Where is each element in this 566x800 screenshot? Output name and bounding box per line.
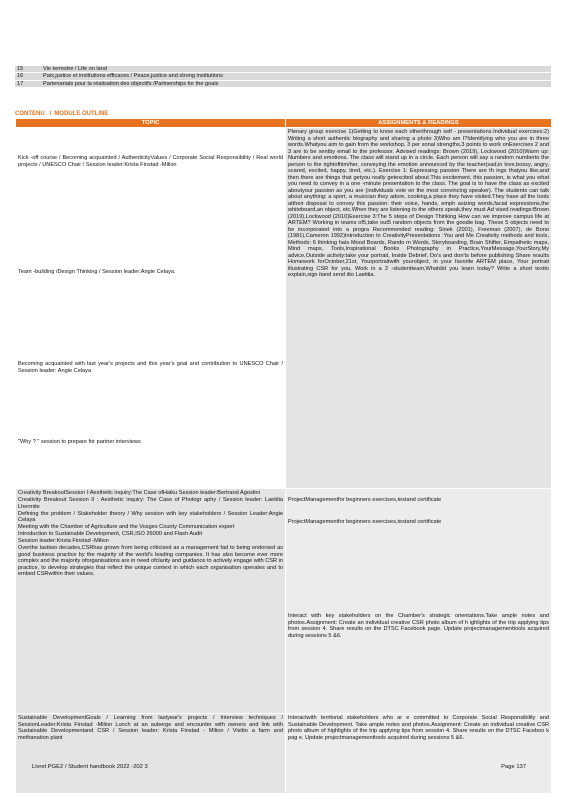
table-row <box>16 128 552 489</box>
assignment-chamber: Interact with key stakeholders on the Chamber's strategic orientations.Take ample notes and photos.Assignment: Create an individual creative CSR photo album of h ighlights of the trip applying tips from session 4. Share results on the DTSC Facebook page. Update projectmanagementtools acquired during sessions 5 &6. <box>288 613 549 639</box>
topic-cell <box>16 489 286 714</box>
section-title-en: MODULE OUTLINE <box>54 111 109 117</box>
table-row <box>16 489 552 714</box>
assignment-pm-1: ProjectManagementfor beginners exercises,testand certificate <box>288 497 442 503</box>
sdg-label: Paix,justice et institutions efficaces / Peace,justice and strong institutions <box>41 73 551 80</box>
topic-csr-description: Overthe lasttwo decades,CSRhas grown from being criticised as a management fad to being endorsed as good business practice by the majority of the world's leading companies. It has also become ever more complex and the majority oforganisations are in need ofclarity and guidance to actively engage with CSR in practice, to develop strategies that reflect the unique context in which each organisation operates and to embed CSRwithin their values. <box>18 545 283 577</box>
topic-haiku: Creativity BreakoutSession I:Aesthetic inquiry:The Case ofHaiku Session leader:Bertrand Agostini <box>18 490 260 496</box>
section-separator: / <box>49 111 52 117</box>
footer-page-number: Page 137 <box>501 764 526 770</box>
topic-session-leader: Session leader:Krista Finstad -Milion <box>18 538 109 544</box>
module-outline-table <box>15 118 552 794</box>
table-header-row <box>16 119 552 128</box>
assignment-cell <box>286 128 552 489</box>
sdg-row <box>15 66 551 73</box>
page-footer <box>32 764 526 770</box>
sdg-number: 15 <box>15 66 41 73</box>
topic-team-building: Team -building /Design Thinking / Session leader:Angie Celaya. <box>18 269 176 275</box>
topic-csr-intro: Introduction to Sustainable Development, CSR,ISO 26000 and Flash Audit <box>18 531 203 537</box>
topic-sdg: Sustainable DevelopmentGoals / Learning from lastyear's projects / Interview techniques / SessionLeader:Krista Finstad -Milion Lunch at an auberge and encounter with owners and link with Sustainable Developmentand CSR / Session leader: Krista Finstad - Milion / Visitto a farm and methanation plant <box>18 715 283 741</box>
topic-previous-projects: Becoming acquainted with last year's projects and this year's goal and contribution to UNESCO Chair / Session leader: Angie Celaya <box>18 361 283 374</box>
sdg-number: 16 <box>15 73 41 80</box>
sdg-label: Partenariats pour la réalisation des objectifs /Partnerships for the goals <box>41 80 551 87</box>
assignments-header: ASSIGNMENTS & READINGS <box>286 119 552 128</box>
section-title <box>15 111 108 117</box>
sdg-row <box>15 80 551 87</box>
topic-cell <box>16 714 286 794</box>
section-title-fr: CONTENU <box>15 111 45 117</box>
topic-cell <box>16 128 286 489</box>
assignment-cell <box>286 489 552 714</box>
topic-why-session: "Why ? " session to prepare for partner interviews <box>18 439 141 445</box>
topic-kickoff: Kick -off course / Becoming acquainted / AuthenticityValues / Corporate Social Responsibility / Real world projects / UNESCO Chair / Session leader:Krista Finstad -Milion <box>18 155 283 168</box>
footer-handbook: Livret PGE2 / Student handbook 2022 -202 3 <box>32 764 148 770</box>
topic-chamber-meeting: Meeting with the Chamber of Agriculture and the Vosges County Communication expert <box>18 524 235 530</box>
topic-photography: Creativity Breakout Session II : Aesthetic inquiry: The Case of Photogr aphy / Session leader: Laetitia Lhermite <box>18 497 283 510</box>
table-row <box>16 714 552 794</box>
topic-header: TOPIC <box>16 119 286 128</box>
assignment-territorial: Interactwith territorial stakeholders who ar e committed to Corporate Social Responsibility and Sustainable Development. Take ample notes and photos.Assignment: Create an individual creative CSR photo album of highlights of the trip applying tips from session 4. Share results on the DTSC Faceboo k pag e. Update projectmanagementtools acquired during sessions 5 &6. <box>288 715 549 741</box>
sdg-table <box>15 66 551 88</box>
assignment-text: Plenary group exercise 1)Getting to know each otherthrough self - presentations.Individual exercises:2) Writing a short authentic biography and sharing a photo 3)Who am I?Identifying who you are in three words.Whatyou aim to gain from the workshop, 3 per sonal strengths,3 points to work onExercises 2 and 3 are to be sentby email to the professor. Advised readings: Brown (2019), Lockwood (2010)Warm up: Numbers and emotions. The class will stand up in a circle. Each person will say a random numberto the person to the rightofhim/her, conveying the emotion announced by the teacher(sad,in love,bossy, angry, scared, excited, happy, tired, etc.). Exercise 1: Expressing passion There are th ings thatyou like,and then there are things that getyou really getexcited about.This excitement, this passion, is what you what you need to convey in a one -minute presentation to the class. The goal is to have the class as excited aboutyour passion as you are (individuals vote on the most convincing speaker). The students can talk about anything: a sport, a musician they adore, cooking,a place they have visited.They have all the tools attheir disposal to convey this passion: their voice, hands, emph asizing words,facial expressions,the whiteboard,an object, etc.When they are listening to the others speak,they must Ad vised readings:Brown (2019),Lockwood (2010)Exercise 3:The 5 steps of Design Thinking How can we improve campus life at ARTEM? Working in teams of5,take out5 random objects from the goodie bag. These 5 objects need to be incorporated into a progra Recommended reading: Sinek (2001), Freeman (2007), de Bono (1981),Cameron 1992)Introduction to CreativityPresentations :You and Me Creativity methods and tools, Methods: 6 thinking hats Mood Boards, Rando m Words, Storyboarding, Brain Shifter, Empathetic maps, Mind maps, Tools,Inspirational Books Photography in Practice,YourMessage,YourStory,My advice,Outside activity:take your portrait, Inside Debrief, Do's and don'ts before publishing Share results Homework forOctober,21st, Yourportraitwith yourobject, in your favorite ARTEM place, Your portrait illustrating CSR for you, Work in a 2 -studentteam,Whatdid you learn today? Write a short textto explain,sign itand send itto Laetitia. <box>288 129 549 278</box>
sdg-row <box>15 73 551 80</box>
topic-stakeholders: Defining the problem / Stakeholder theory / Why session with key stakeholders / Session Leader:Angie Celaya <box>18 510 283 523</box>
assignment-cell <box>286 714 552 794</box>
sdg-number: 17 <box>15 80 41 87</box>
assignment-pm-2: ProjectManagementfor beginners exercises,testand certificate <box>288 519 442 525</box>
sdg-label: Vie terrestre / Life on land <box>41 66 551 73</box>
